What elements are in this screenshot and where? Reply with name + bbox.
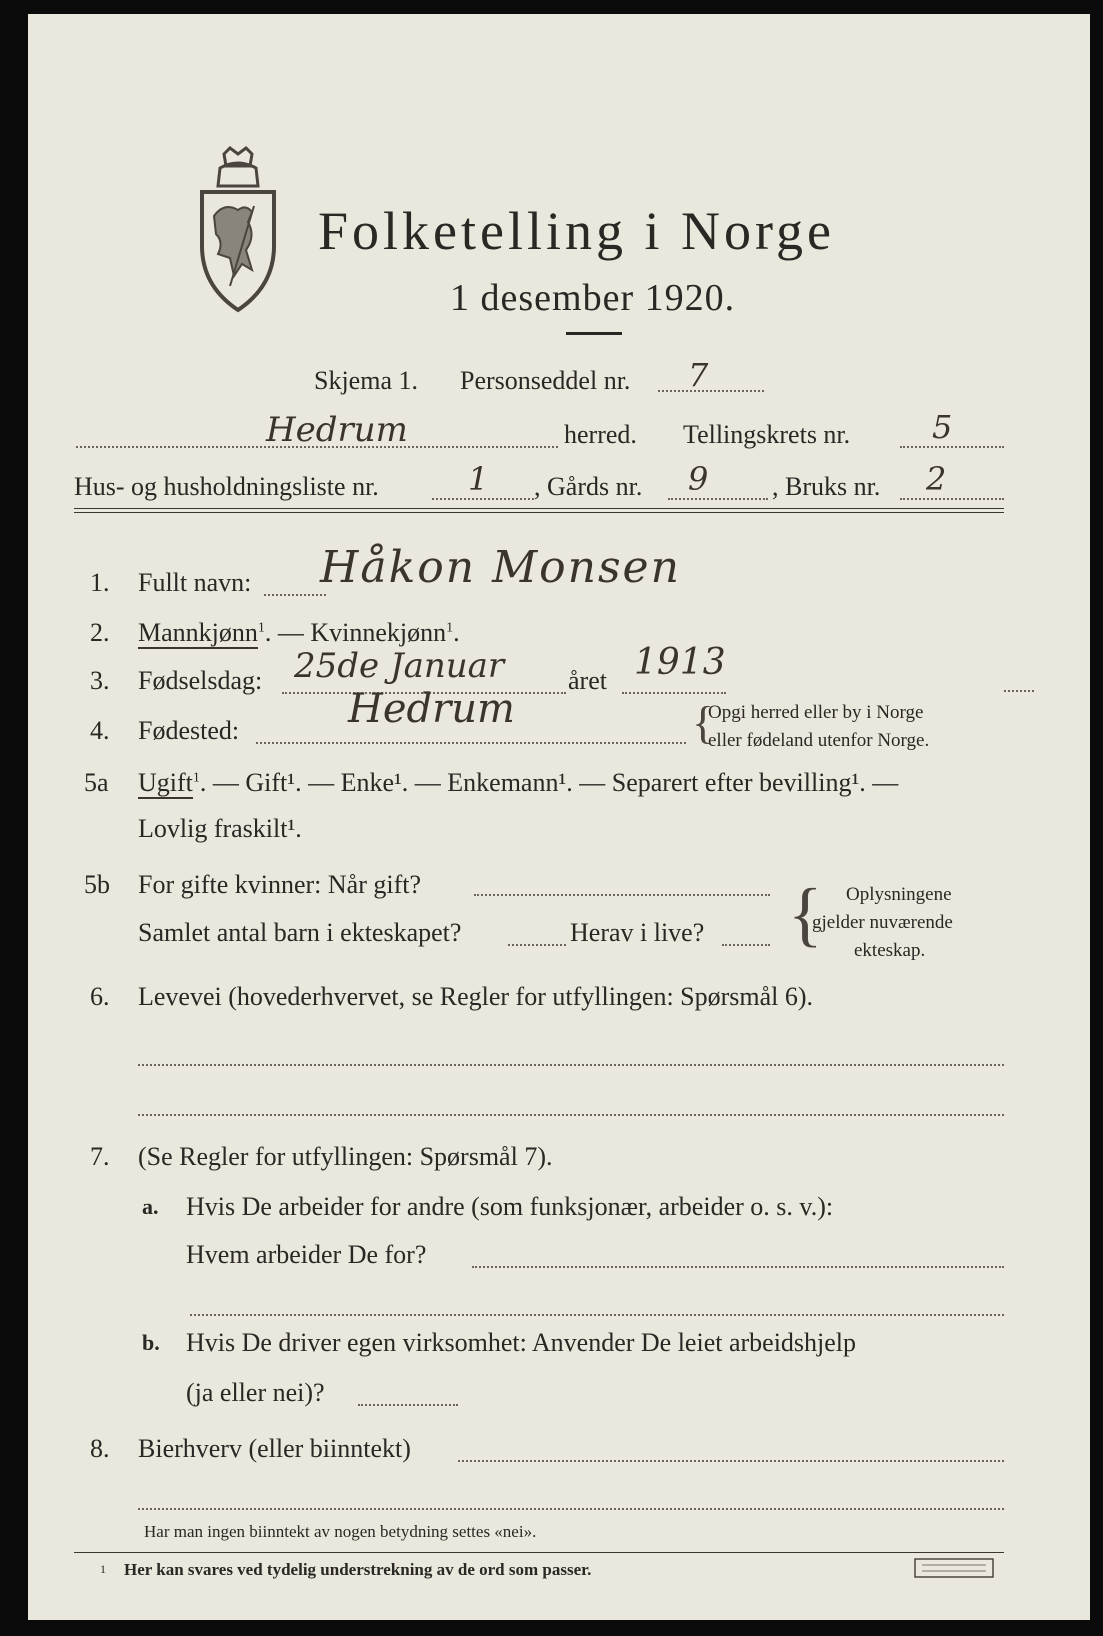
q4-value: Hedrum — [348, 686, 515, 732]
footer-rule — [74, 1552, 1004, 1553]
q8-line-2 — [138, 1508, 1004, 1510]
q3-value: 25de Januar — [294, 646, 505, 686]
tellingskrets-label: Tellingskrets nr. — [683, 420, 851, 449]
q5b-note-1: Oplysningene — [846, 884, 952, 905]
q5b-alive-label: Herav i live? — [570, 918, 705, 947]
q5a-rest: . — Gift¹. — Enke¹. — Enkemann¹. — Separert efter bevilling¹. — — [199, 768, 899, 797]
q3-label: Fødselsdag: — [138, 666, 263, 695]
census-form-page — [28, 14, 1090, 1620]
personseddel-line — [658, 390, 764, 392]
footnote-text: Her kan svares ved tydelig understrekning av de ord som passer. — [124, 1560, 592, 1579]
q5a-ugift: Ugift — [138, 768, 193, 797]
q4-brace: { — [692, 697, 715, 748]
q3-year-line — [622, 692, 726, 694]
q6-label: Levevei (hovederhvervet, se Regler for utfyllingen: Spørsmål 6). — [138, 982, 814, 1011]
hus-label: Hus- og husholdningsliste nr. — [74, 472, 379, 501]
footnote-mark: 1 — [100, 1562, 106, 1576]
q7a-line-1 — [472, 1266, 1004, 1268]
form-title: Folketelling i Norge — [318, 201, 835, 261]
hus-line — [432, 498, 534, 500]
q5b-children-line — [508, 944, 566, 946]
q3-aaret: året — [568, 666, 607, 695]
q7b-label-2: (ja eller nei)? — [186, 1378, 325, 1407]
q7a-label-1: Hvis De arbeider for andre (som funksjonær, arbeider o. s. v.): — [186, 1192, 834, 1221]
herred-label: herred. — [564, 420, 637, 449]
q2-options — [138, 618, 460, 648]
norwegian-lion-crest-icon — [194, 146, 282, 314]
q5b-when-married-line — [474, 894, 770, 896]
bruks-line — [900, 498, 1004, 500]
q7b-label-1: Hvis De driver egen virksomhet: Anvender De leiet arbeidshjelp — [186, 1328, 857, 1357]
q7-label: (Se Regler for utfyllingen: Spørsmål 7). — [138, 1142, 553, 1171]
q5b-when-married-label: For gifte kvinner: Når gift? — [138, 870, 422, 899]
q7-number: 7. — [90, 1142, 110, 1171]
q5a-number: 5a — [84, 768, 109, 797]
q1-line — [264, 594, 326, 596]
footer-note: Har man ingen biinntekt av nogen betydning settes «nei». — [144, 1522, 537, 1541]
q4-note-1: Opgi herred eller by i Norge — [708, 702, 924, 723]
q5b-note-2: gjelder nuværende — [812, 912, 953, 933]
q2-mannkjonn: Mannkjønn — [138, 618, 258, 647]
personseddel-label: Personseddel nr. — [460, 366, 631, 395]
q6-number: 6. — [90, 982, 110, 1011]
header-rule-bottom — [74, 512, 1004, 513]
q8-line-1 — [458, 1460, 1004, 1462]
q1-number: 1. — [90, 568, 110, 597]
gards-line — [668, 498, 768, 500]
q7b-line — [358, 1404, 458, 1406]
q5b-children-label: Samlet antal barn i ekteskapet? — [138, 918, 462, 947]
q7a-label-2: Hvem arbeider De for? — [186, 1240, 427, 1269]
q7a-letter: a. — [142, 1194, 159, 1219]
personseddel-value: 7 — [688, 356, 709, 394]
q5a-options — [138, 768, 898, 798]
bruks-value: 2 — [926, 460, 947, 498]
q5b-alive-line — [722, 944, 770, 946]
printer-stamp-icon — [914, 1558, 994, 1578]
bruks-label: , Bruks nr. — [772, 472, 881, 501]
q2-rest: . — Kvinnekjønn — [264, 618, 447, 647]
q6-line-2 — [138, 1114, 1004, 1116]
q3-edge-mark — [1004, 690, 1034, 692]
gards-value: 9 — [688, 460, 709, 498]
skjema-label: Skjema 1. — [314, 366, 418, 395]
q3-year: 1913 — [634, 642, 726, 683]
q7a-line-2 — [190, 1314, 1004, 1316]
title-divider — [566, 332, 622, 335]
q5a-line2: Lovlig fraskilt¹. — [138, 814, 302, 843]
q7b-letter: b. — [142, 1330, 160, 1355]
q8-number: 8. — [90, 1434, 110, 1463]
q4-note-2: eller fødeland utenfor Norge. — [708, 730, 930, 751]
header-rule-top — [74, 508, 1004, 509]
form-date: 1 desember 1920. — [450, 277, 736, 319]
q2-end: . — [453, 618, 460, 647]
q2-number: 2. — [90, 618, 110, 647]
q4-label: Fødested: — [138, 716, 240, 745]
q6-line-1 — [138, 1064, 1004, 1066]
q3-number: 3. — [90, 666, 110, 695]
q2-mann-sup: 1 — [257, 620, 265, 636]
q4-line — [256, 742, 686, 744]
q1-label: Fullt navn: — [138, 568, 252, 597]
hus-value: 1 — [468, 460, 489, 498]
q8-label: Bierhverv (eller biinntekt) — [138, 1434, 411, 1463]
q5a-ugift-sup: 1 — [192, 770, 200, 786]
tellingskrets-line — [900, 446, 1004, 448]
tellingskrets-value: 5 — [932, 408, 953, 446]
gards-label: , Gårds nr. — [534, 472, 643, 501]
q5b-brace: { — [788, 874, 823, 954]
herred-value: Hedrum — [266, 410, 408, 450]
q5b-number: 5b — [84, 870, 110, 899]
q5b-note-3: ekteskap. — [854, 940, 926, 961]
q2-kvinne-sup: 1 — [446, 620, 454, 636]
q1-value: Håkon Monsen — [320, 542, 681, 593]
q4-number: 4. — [90, 716, 110, 745]
